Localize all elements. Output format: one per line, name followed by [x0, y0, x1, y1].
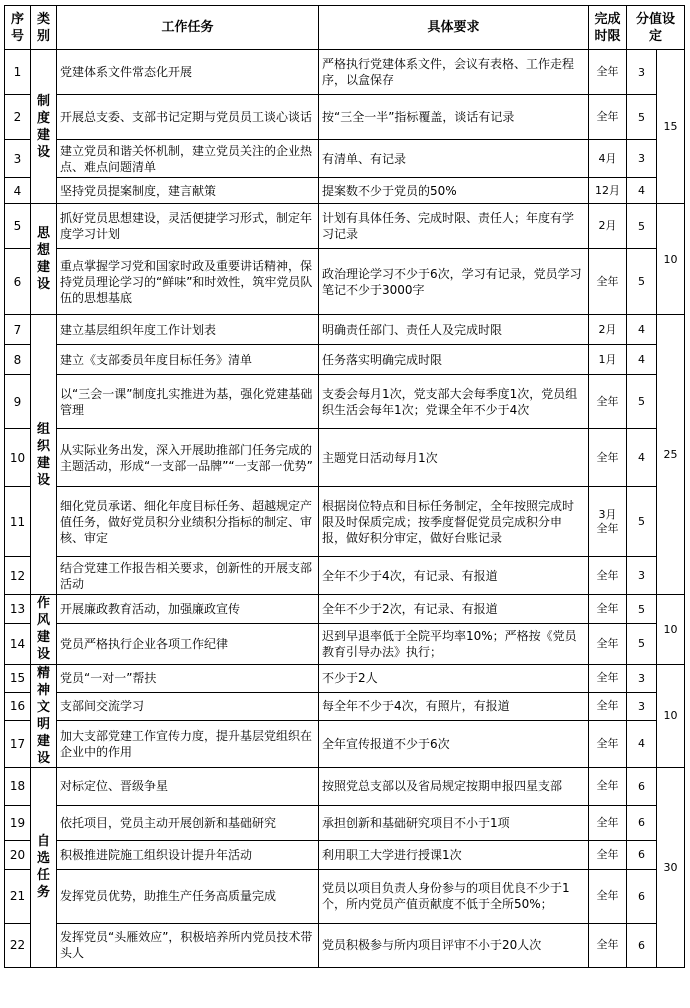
header-no: 序号 [5, 6, 31, 50]
table-row: 9 以“三会一课”制度扎实推进为基，强化党建基础管理 支委会每月1次，党支部大会每季度1次，党员组织生活会每年1次；党课全年不少于4次 全年 5 [5, 375, 685, 429]
table-row: 7 组织建设 建立基层组织年度工作计划表 明确责任部门、责任人及完成时限 2月 4 25 [5, 315, 685, 345]
category-cell: 制度建设 [31, 50, 57, 204]
header-row [5, 6, 685, 50]
table-row: 22 发挥党员“头雁效应”，积极培养所内党员技术带头人 党员积极参与所内项目评审不小于20人次 全年 6 [5, 923, 685, 967]
table-row: 19 依托项目，党员主动开展创新和基础研究 承担创新和基础研究项目不小于1项 全年 6 [5, 805, 685, 840]
table-row: 4 坚持党员提案制度，建言献策 提案数不少于党员的50% 12月 4 [5, 178, 685, 204]
category-total: 25 [657, 315, 685, 595]
table-row: 16 支部间交流学习 每全年不少于4次，有照片，有报道 全年 3 [5, 693, 685, 721]
table-row: 14 党员严格执行企业各项工作纪律 迟到早退率低于全院平均率10%；严格按《党员教育引导办法》执行； 全年 5 [5, 624, 685, 664]
table-row: 18 自选任务 对标定位、晋级争星 按照党总支部以及省局规定按期申报四星支部 全年 6 30 [5, 767, 685, 805]
header-category: 类别 [31, 6, 57, 50]
table-row: 2 开展总支委、支部书记定期与党员员工谈心谈话 按“三全一半”指标覆盖，谈话有记录 全年 5 [5, 95, 685, 140]
category-total: 10 [657, 204, 685, 315]
table-row: 13 作风建设 开展廉政教育活动，加强廉政宣传 全年不少于2次，有记录、有报道 全年 5 10 [5, 595, 685, 624]
table-row: 17 加大支部党建工作宣传力度，提升基层党组织在企业中的作用 全年宣传报道不少于6次 全年 4 [5, 720, 685, 767]
category-cell: 思想建设 [31, 204, 57, 315]
category-total: 10 [657, 664, 685, 767]
table-row: 8 建立《支部委员年度目标任务》清单 任务落实明确完成时限 1月 4 [5, 345, 685, 375]
table-row: 21 发挥党员优势，助推生产任务高质量完成 党员以项目负责人身份参与的项目优良不少于1个，所内党员产值贡献度不低于全所50%； 全年 6 [5, 869, 685, 923]
category-cell: 组织建设 [31, 315, 57, 595]
category-total: 10 [657, 595, 685, 664]
table-row: 1 制度建设 党建体系文件常态化开展 严格执行党建体系文件，会议有表格、工作走程序，以盒保存 全年 3 15 [5, 50, 685, 95]
table-row: 5 思想建设 抓好党员思想建设，灵活便捷学习形式，制定年度学习计划 计划有具体任务、完成时限、责任人；年度有学习记录 2月 5 10 [5, 204, 685, 249]
table-row: 20 积极推进院施工组织设计提升年活动 利用职工大学进行授课1次 全年 6 [5, 840, 685, 869]
category-cell: 自选任务 [31, 767, 57, 967]
category-cell: 精神文明建设 [31, 664, 57, 767]
table-row: 10 从实际业务出发，深入开展助推部门任务完成的主题活动，形成“一支部一品牌”“一支部一优势” 主题党日活动每月1次 全年 4 [5, 429, 685, 487]
table-row: 6 重点掌握学习党和国家时政及重要讲话精神，保持党员理论学习的“鲜味”和时效性，筑牢党员队伍的思想基底 政治理论学习不少于6次，学习有记录，党员学习笔记不少于3000字 全年 5 [5, 249, 685, 315]
header-task: 工作任务 [57, 6, 319, 50]
header-deadline: 完成时限 [589, 6, 627, 50]
category-total: 15 [657, 50, 685, 204]
table-row: 3 建立党员和谐关怀机制，建立党员关注的企业热点、难点问题清单 有清单、有记录 4月 3 [5, 140, 685, 178]
table-row: 12 结合党建工作报告相关要求，创新性的开展支部活动 全年不少于4次，有记录、有报道 全年 3 [5, 557, 685, 595]
table-row: 15 精神文明建设 党员“一对一”帮扶 不少于2人 全年 3 10 [5, 664, 685, 693]
task-table [4, 5, 685, 968]
category-cell: 作风建设 [31, 595, 57, 664]
header-requirement: 具体要求 [319, 6, 589, 50]
table-row: 11 细化党员承诺、细化年度目标任务、超越规定产值任务，做好党员积分业绩积分指标的制定、审核、审定 根据岗位特点和目标任务制定，全年按照完成时限及时保质完成；按季度督促党员完成积分申报，做好积分审定，做好台账记录 3月全年 5 [5, 487, 685, 557]
header-score: 分值设定 [627, 6, 685, 50]
category-total: 30 [657, 767, 685, 967]
